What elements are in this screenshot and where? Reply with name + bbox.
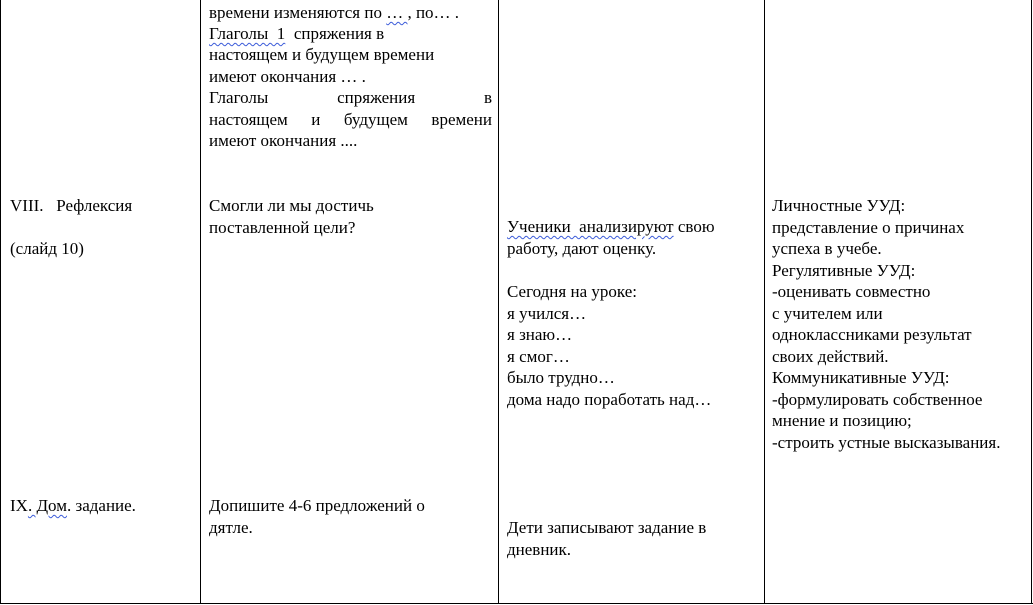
students-activity-line2: работу, дают оценку. — [507, 239, 657, 258]
stage-slide: (слайд 10) — [10, 239, 84, 258]
text-line: настоящем и будущем времени — [209, 45, 435, 64]
table-border-left — [0, 0, 1, 604]
uud-description: Личностные УУД: представление о причинах успеха в учебе. Регулятивные УУД: -оценивать совместно с учителем или одноклассниками результат своих действий. Коммуникативные УУД: -формулировать собственное мнение и позицию; -строить устные высказывания. — [772, 196, 1001, 452]
stage-title: VIII. Рефлексия — [10, 196, 133, 215]
column-divider-1 — [200, 0, 201, 604]
text-line: настоящем и будущем времени — [209, 110, 492, 129]
teacher-question: Смогли ли мы достичь поставленной цели? — [209, 196, 374, 237]
homework-teacher-text: Допишите 4-6 предложений о дятле. — [209, 496, 425, 537]
text-line: Глаголы спряжения в — [209, 88, 492, 107]
table-border-bottom — [0, 603, 1033, 604]
table-border-right — [1031, 0, 1032, 604]
text-line: времени изменяются по … , по… . — [209, 3, 460, 22]
homework-students-text: Дети записывают задание в дневник. — [507, 518, 707, 559]
homework-stage-title: IX. Дом. задание. — [10, 496, 136, 515]
students-activity: Ученики анализируют свою — [507, 217, 715, 236]
column-divider-2 — [498, 0, 499, 604]
text-line: Глаголы 1 спряжения в — [209, 24, 385, 43]
column-divider-3 — [764, 0, 765, 604]
reflection-prompts: Сегодня на уроке: я учился… я знаю… я смог… было трудно… дома надо поработать над… — [507, 282, 712, 409]
text-line: имеют окончания .... — [209, 131, 358, 150]
text-line: имеют окончания … . — [209, 67, 366, 86]
